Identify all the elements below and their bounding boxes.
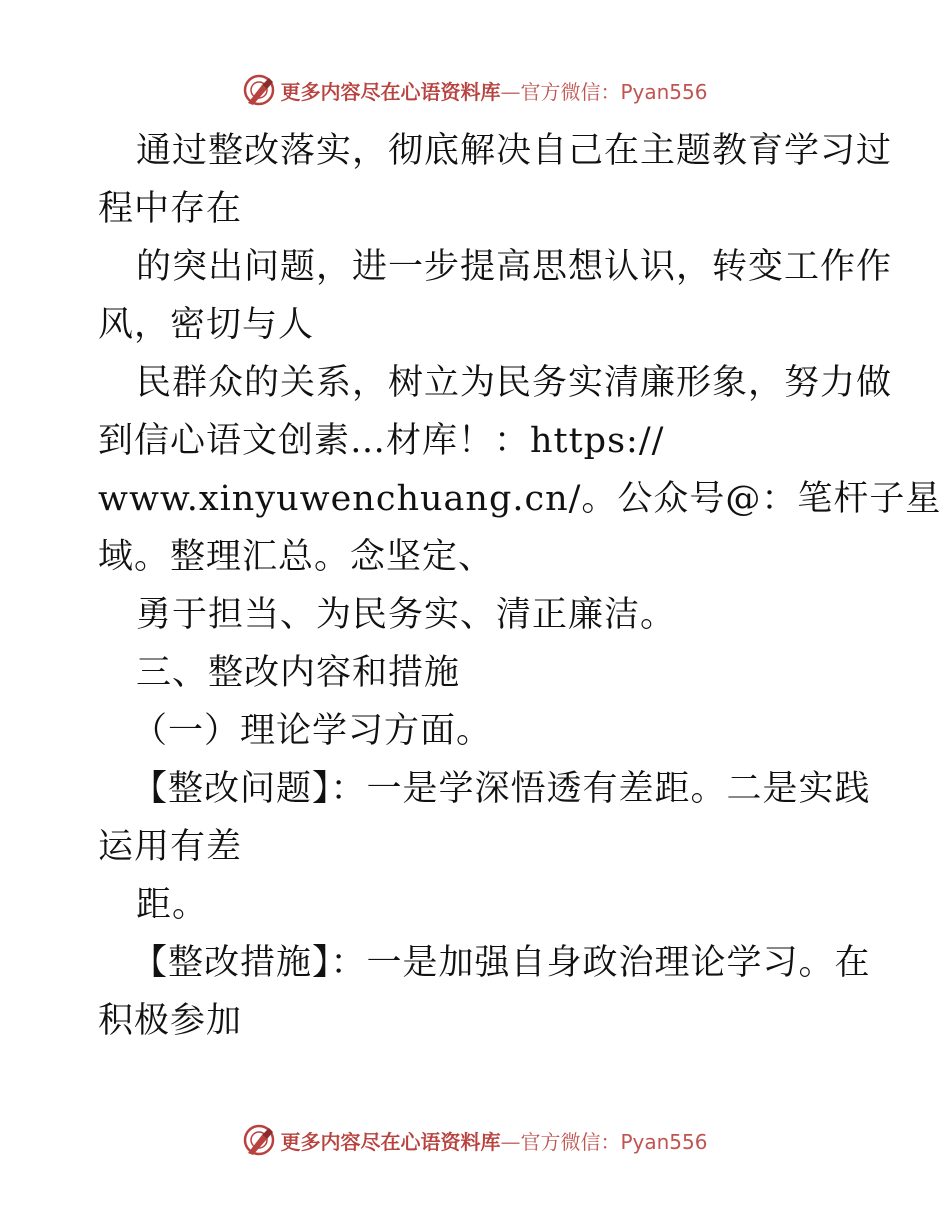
pen-logo-icon	[242, 1123, 276, 1157]
watermark-separator: —	[500, 79, 521, 104]
watermark-main: 更多内容尽在心语资料库	[280, 79, 501, 104]
document-body	[98, 122, 942, 1050]
text-line: 程中存在	[98, 189, 243, 229]
text-line: 【整改措施】：一是加强自身政治理论学习。在	[132, 943, 871, 983]
text-line: 通过整改落实，彻底解决自己在主题教育学习过	[136, 131, 893, 171]
watermark-wechat: 官方微信：Pyan556	[520, 1129, 708, 1154]
text-line: 域。整理汇总。念坚定、	[98, 537, 495, 577]
text-line: 到信心语文创素…材库！：https://	[98, 421, 665, 461]
text-line: www.xinyuwenchuang.cn/。公众号@：笔杆子星	[98, 479, 942, 519]
text-line: 勇于担当、为民务实、清正廉洁。	[136, 595, 677, 635]
watermark-text	[280, 1126, 707, 1155]
text-line: 积极参加	[98, 1001, 243, 1041]
text-line: 的突出问题，进一步提高思想认识，转变工作作	[136, 247, 893, 287]
text-line: 距。	[136, 885, 209, 925]
header-watermark	[0, 70, 950, 110]
text-line: 风，密切与人	[98, 305, 315, 345]
watermark-separator: —	[500, 1129, 521, 1154]
pen-logo-icon	[242, 73, 276, 107]
watermark-wechat: 官方微信：Pyan556	[520, 79, 708, 104]
subsection-heading: （一）理论学习方面。	[132, 711, 493, 751]
watermark-text	[280, 76, 707, 105]
text-line: 民群众的关系，树立为民务实清廉形象，努力做	[136, 363, 893, 403]
section-heading: 三、整改内容和措施	[136, 653, 461, 693]
text-line: 运用有差	[98, 827, 243, 867]
watermark-main: 更多内容尽在心语资料库	[280, 1129, 501, 1154]
footer-watermark	[0, 1120, 950, 1160]
text-line: 【整改问题】：一是学深悟透有差距。二是实践	[132, 769, 871, 809]
